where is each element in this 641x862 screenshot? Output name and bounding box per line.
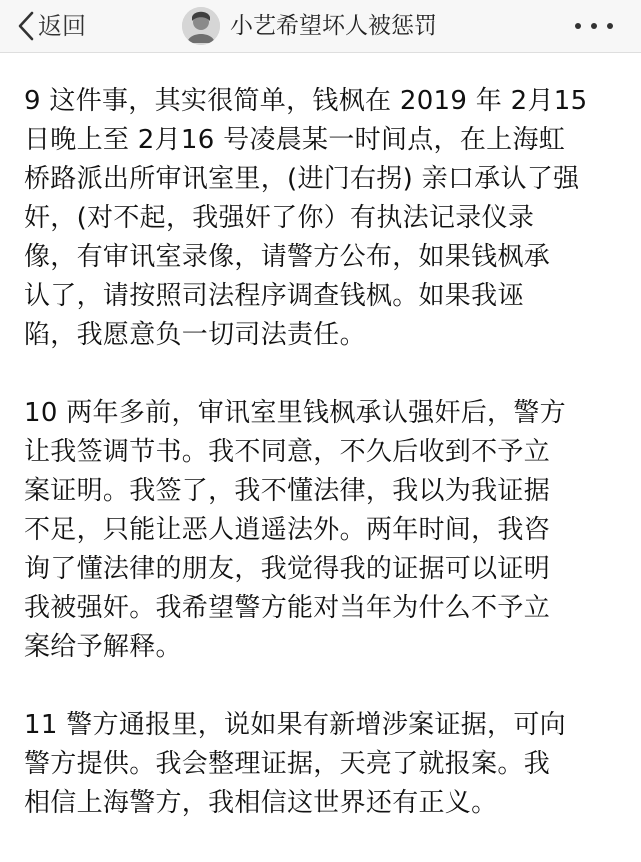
profile-header[interactable] [182,6,437,46]
back-label: 返回 [38,12,86,40]
paragraph-line: 9 这件事，其实很简单，钱枫在 2019 年 2月15 [24,86,588,116]
more-dots-icon [570,16,618,36]
top-navigation-bar [0,0,641,53]
paragraph-line: 桥路派出所审讯室里，(进门右拐) 亲口承认了强 [24,164,580,194]
paragraph-line: 认了，请按照司法程序调查钱枫。如果我诬 [24,281,524,311]
paragraph-line: 10 两年多前，审讯室里钱枫承认强奸后，警方 [24,398,566,428]
paragraph-line: 日晚上至 2月16 号凌晨某一时间点，在上海虹 [24,125,566,155]
paragraph-line: 像，有审讯室录像，请警方公布，如果钱枫承 [24,242,551,272]
paragraph-line: 案证明。我签了，我不懂法律，我以为我证据 [24,476,551,506]
paragraph-line: 让我签调节书。我不同意，不久后收到不予立 [24,437,551,467]
paragraph-line: 陷，我愿意负一切司法责任。 [24,320,366,350]
avatar[interactable] [182,7,220,45]
paragraph-line: 案给予解释。 [24,632,182,662]
paragraph-line: 相信上海警方，我相信这世界还有正义。 [24,788,498,818]
paragraph-line: 11 警方通报里，说如果有新增涉案证据，可向 [24,710,566,740]
post-paragraph [24,82,620,355]
paragraph-line: 不足，只能让恶人逍遥法外。两年时间，我咨 [24,515,551,545]
post-content [24,82,620,862]
paragraph-line: 警方提供。我会整理证据，天亮了就报案。我 [24,749,551,779]
post-paragraph [24,394,620,667]
more-options-button[interactable] [570,16,618,36]
paragraph-line: 我被强奸。我希望警方能对当年为什么不予立 [24,593,551,623]
paragraph-line: 询了懂法律的朋友，我觉得我的证据可以证明 [24,554,551,584]
chevron-left-icon [18,11,34,41]
paragraph-line: 奸，(对不起，我强奸了你）有执法记录仪录 [24,203,535,233]
username[interactable]: 小艺希望坏人被惩罚 [230,13,437,39]
back-button[interactable] [18,8,86,44]
post-paragraph [24,706,620,823]
